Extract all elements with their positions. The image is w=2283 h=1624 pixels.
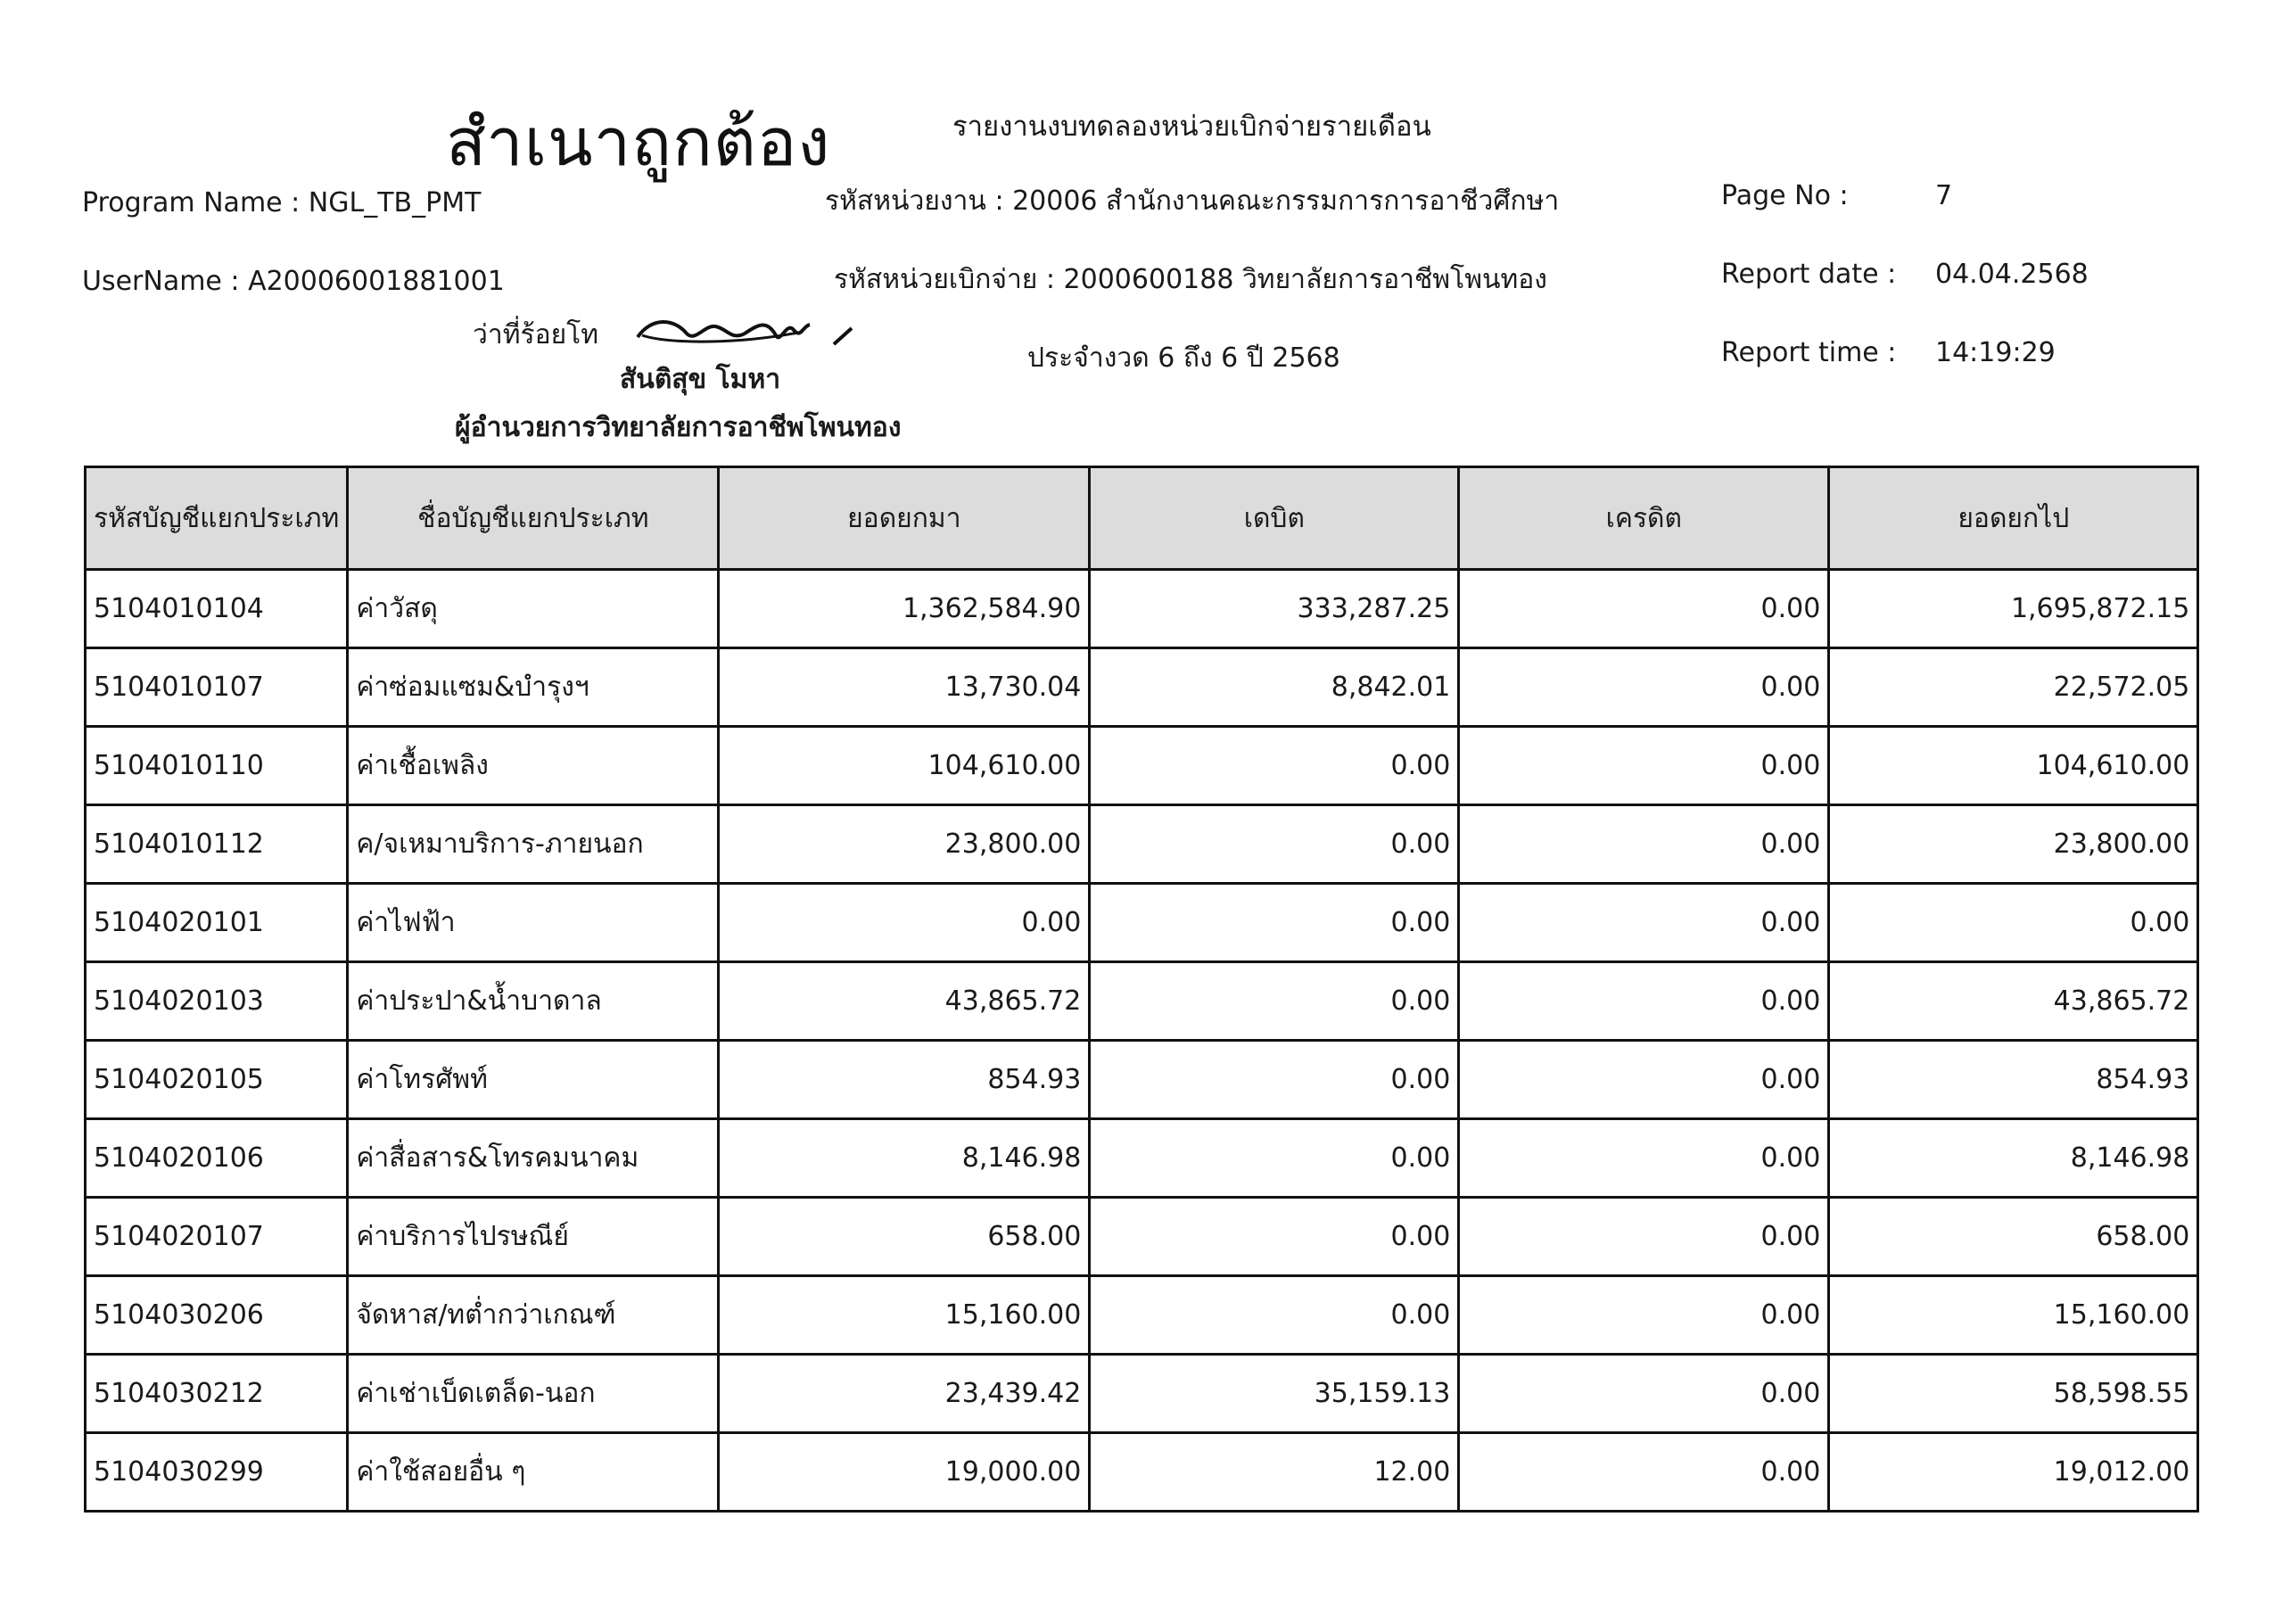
table-row bbox=[86, 1276, 2198, 1355]
credit: 0.00 bbox=[1459, 1276, 1829, 1355]
brought-forward: 13,730.04 bbox=[719, 648, 1090, 727]
carried-forward: 854.93 bbox=[1829, 1041, 2198, 1119]
account-code: 5104020107 bbox=[86, 1198, 348, 1276]
debit: 0.00 bbox=[1090, 1276, 1459, 1355]
certified-copy-stamp: สำเนาถูกต้อง bbox=[446, 104, 831, 181]
debit: 0.00 bbox=[1090, 884, 1459, 962]
account-name: ค่าใช้สอยอื่น ๆ bbox=[348, 1433, 719, 1512]
credit: 0.00 bbox=[1459, 1355, 1829, 1433]
account-code: 5104030206 bbox=[86, 1276, 348, 1355]
account-name: ค่าวัสดุ bbox=[348, 570, 719, 648]
account-code: 5104020103 bbox=[86, 962, 348, 1041]
debit: 0.00 bbox=[1090, 962, 1459, 1041]
account-name: ค่าไฟฟ้า bbox=[348, 884, 719, 962]
account-name: ค/จเหมาบริการ-ภายนอก bbox=[348, 805, 719, 884]
brought-forward: 658.00 bbox=[719, 1198, 1090, 1276]
table-row bbox=[86, 727, 2198, 805]
debit: 0.00 bbox=[1090, 1041, 1459, 1119]
debit: 8,842.01 bbox=[1090, 648, 1459, 727]
carried-forward: 23,800.00 bbox=[1829, 805, 2198, 884]
account-name: ค่าบริการไปรษณีย์ bbox=[348, 1198, 719, 1276]
carried-forward: 1,695,872.15 bbox=[1829, 570, 2198, 648]
account-code: 5104030212 bbox=[86, 1355, 348, 1433]
debit: 0.00 bbox=[1090, 727, 1459, 805]
carried-forward: 22,572.05 bbox=[1829, 648, 2198, 727]
handwritten-signature bbox=[633, 309, 874, 353]
carried-forward: 58,598.55 bbox=[1829, 1355, 2198, 1433]
table-row bbox=[86, 962, 2198, 1041]
carried-forward: 104,610.00 bbox=[1829, 727, 2198, 805]
account-code: 5104020101 bbox=[86, 884, 348, 962]
account-name: ค่าซ่อมแซม&บำรุงฯ bbox=[348, 648, 719, 727]
disbursing-unit-code: รหัสหน่วยเบิกจ่าย : 2000600188 วิทยาลัยการอาชีพโพนทอง bbox=[834, 264, 1547, 295]
account-name: ค่าประปา&น้ำบาดาล bbox=[348, 962, 719, 1041]
debit: 0.00 bbox=[1090, 805, 1459, 884]
table-row bbox=[86, 648, 2198, 727]
debit: 333,287.25 bbox=[1090, 570, 1459, 648]
table-header-row bbox=[86, 467, 2198, 570]
credit: 0.00 bbox=[1459, 884, 1829, 962]
brought-forward: 1,362,584.90 bbox=[719, 570, 1090, 648]
brought-forward: 15,160.00 bbox=[719, 1276, 1090, 1355]
credit: 0.00 bbox=[1459, 570, 1829, 648]
trial-balance-table-container bbox=[84, 466, 2199, 1513]
brought-forward: 43,865.72 bbox=[719, 962, 1090, 1041]
col-header-debit: เดบิต bbox=[1090, 467, 1459, 570]
account-code: 5104020106 bbox=[86, 1119, 348, 1198]
account-code: 5104020105 bbox=[86, 1041, 348, 1119]
table-row bbox=[86, 1198, 2198, 1276]
account-code: 5104010107 bbox=[86, 648, 348, 727]
brought-forward: 0.00 bbox=[719, 884, 1090, 962]
account-name: ค่าเช่าเบ็ดเตล็ด-นอก bbox=[348, 1355, 719, 1433]
account-name: จัดหาส/ทต่ำกว่าเกณฑ์ bbox=[348, 1276, 719, 1355]
carried-forward: 8,146.98 bbox=[1829, 1119, 2198, 1198]
carried-forward: 15,160.00 bbox=[1829, 1276, 2198, 1355]
brought-forward: 23,800.00 bbox=[719, 805, 1090, 884]
debit: 0.00 bbox=[1090, 1198, 1459, 1276]
credit: 0.00 bbox=[1459, 1198, 1829, 1276]
signatory-position: ผู้อำนวยการวิทยาลัยการอาชีพโพนทอง bbox=[455, 412, 902, 443]
table-row bbox=[86, 1041, 2198, 1119]
brought-forward: 8,146.98 bbox=[719, 1119, 1090, 1198]
table-row bbox=[86, 805, 2198, 884]
debit: 35,159.13 bbox=[1090, 1355, 1459, 1433]
report-time-value: 14:19:29 bbox=[1935, 337, 2056, 368]
col-header-carried-forward: ยอดยกไป bbox=[1829, 467, 2198, 570]
debit: 0.00 bbox=[1090, 1119, 1459, 1198]
account-code: 5104010104 bbox=[86, 570, 348, 648]
table-row bbox=[86, 1355, 2198, 1433]
account-name: ค่าโทรศัพท์ bbox=[348, 1041, 719, 1119]
brought-forward: 23,439.42 bbox=[719, 1355, 1090, 1433]
credit: 0.00 bbox=[1459, 1119, 1829, 1198]
table-row bbox=[86, 884, 2198, 962]
report-time-label: Report time : bbox=[1721, 337, 1897, 368]
carried-forward: 19,012.00 bbox=[1829, 1433, 2198, 1512]
brought-forward: 854.93 bbox=[719, 1041, 1090, 1119]
table-row bbox=[86, 570, 2198, 648]
program-name: Program Name : NGL_TB_PMT bbox=[82, 187, 482, 218]
report-date-value: 04.04.2568 bbox=[1935, 259, 2089, 290]
report-date-label: Report date : bbox=[1721, 259, 1897, 290]
page-no-value: 7 bbox=[1935, 180, 1953, 211]
brought-forward: 19,000.00 bbox=[719, 1433, 1090, 1512]
signatory-name: สันติสุข โมหา bbox=[620, 364, 781, 395]
user-name: UserName : A20006001881001 bbox=[82, 266, 505, 297]
col-header-account-code: รหัสบัญชีแยกประเภท bbox=[86, 467, 348, 570]
credit: 0.00 bbox=[1459, 1433, 1829, 1512]
signature-block bbox=[455, 312, 1043, 455]
col-header-credit: เครดิต bbox=[1459, 467, 1829, 570]
table-row bbox=[86, 1119, 2198, 1198]
credit: 0.00 bbox=[1459, 805, 1829, 884]
debit: 12.00 bbox=[1090, 1433, 1459, 1512]
account-name: ค่าเชื้อเพลิง bbox=[348, 727, 719, 805]
brought-forward: 104,610.00 bbox=[719, 727, 1090, 805]
account-code: 5104030299 bbox=[86, 1433, 348, 1512]
credit: 0.00 bbox=[1459, 648, 1829, 727]
carried-forward: 0.00 bbox=[1829, 884, 2198, 962]
trial-balance-table bbox=[84, 466, 2199, 1513]
credit: 0.00 bbox=[1459, 727, 1829, 805]
signature-rank: ว่าที่ร้อยโท bbox=[473, 319, 599, 350]
agency-code: รหัสหน่วยงาน : 20006 สำนักงานคณะกรรมการการอาชีวศึกษา bbox=[825, 185, 1560, 217]
report-title: รายงานงบทดลองหน่วยเบิกจ่ายรายเดือน bbox=[952, 111, 1431, 143]
col-header-account-name: ชื่อบัญชีแยกประเภท bbox=[348, 467, 719, 570]
page-no-label: Page No : bbox=[1721, 180, 1849, 211]
account-name: ค่าสื่อสาร&โทรคมนาคม bbox=[348, 1119, 719, 1198]
col-header-brought-forward: ยอดยกมา bbox=[719, 467, 1090, 570]
credit: 0.00 bbox=[1459, 962, 1829, 1041]
report-period: ประจำงวด 6 ถึง 6 ปี 2568 bbox=[1027, 342, 1340, 374]
carried-forward: 43,865.72 bbox=[1829, 962, 2198, 1041]
carried-forward: 658.00 bbox=[1829, 1198, 2198, 1276]
account-code: 5104010110 bbox=[86, 727, 348, 805]
table-row bbox=[86, 1433, 2198, 1512]
credit: 0.00 bbox=[1459, 1041, 1829, 1119]
account-code: 5104010112 bbox=[86, 805, 348, 884]
